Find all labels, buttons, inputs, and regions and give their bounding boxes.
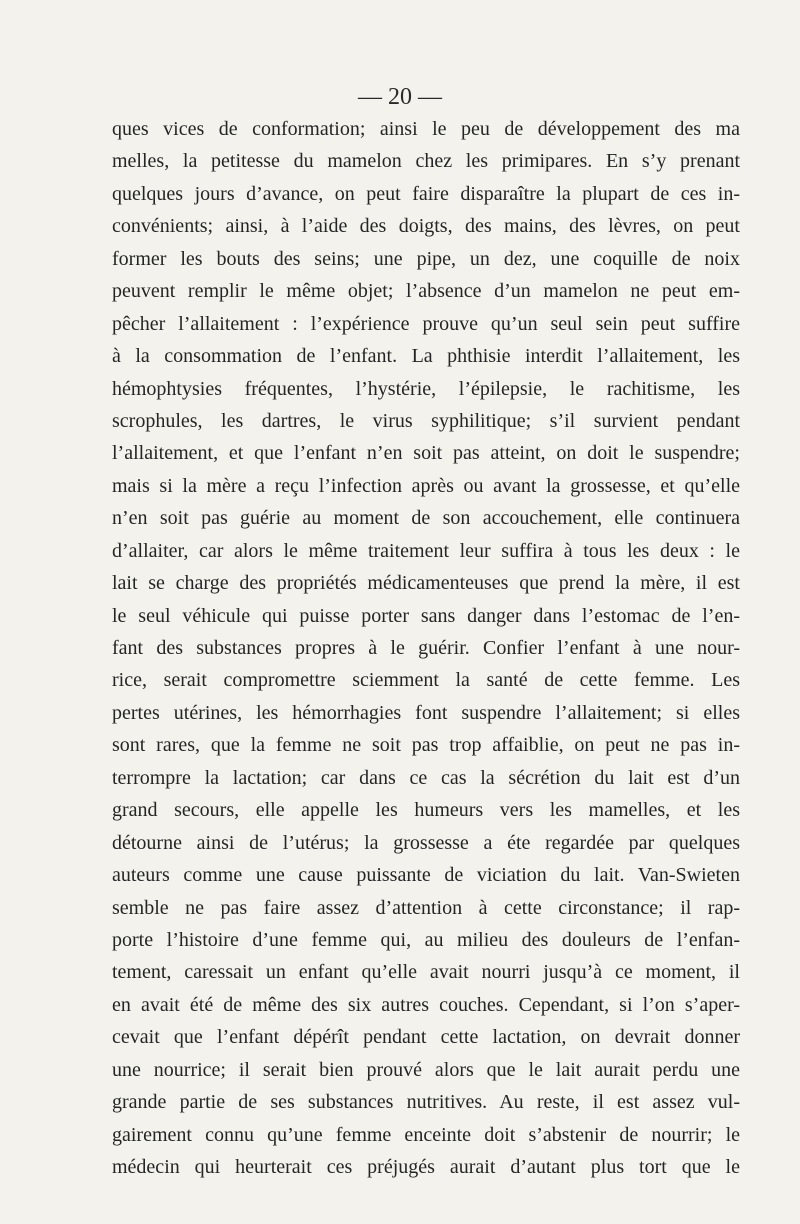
text-line: ques vices de conformation; ainsi le peu de développement des ma (112, 118, 740, 140)
text-line: d’allaiter, car alors le même traitement leur suffira à tous les deux : le (112, 539, 740, 562)
text-line: grande partie de ses substances nutritives. Au reste, il est assez vul- (112, 1091, 740, 1114)
text-line: lait se charge des propriétés médicamenteuses que prend la mère, il est (112, 572, 740, 595)
text-line: grand secours, elle appelle les humeurs vers les mamelles, et les (112, 799, 740, 822)
text-line: pertes utérines, les hémorrhagies font suspendre l’allaitement; si elles (112, 701, 740, 724)
text-line: auteurs comme une cause puissante de viciation du lait. Van-Swieten (112, 864, 740, 887)
text-line: fant des substances propres à le guérir. Confier l’enfant à une nour- (112, 637, 740, 659)
text-line: sont rares, que la femme ne soit pas trop affaiblie, on peut ne pas in- (112, 734, 740, 757)
text-line: médecin qui heurterait ces préjugés aurait d’autant plus tort que le (112, 1156, 740, 1178)
text-line: semble ne pas faire assez d’attention à cette circonstance; il rap- (112, 896, 740, 919)
text-line: le seul véhicule qui puisse porter sans danger dans l’estomac de l’en- (112, 604, 740, 627)
text-line: cevait que l’enfant dépérît pendant cette lactation, on devrait donner (112, 1026, 740, 1049)
text-line: pêcher l’allaitement : l’expérience prouve qu’un seul sein peut suffire (112, 312, 740, 335)
text-line: hémophtysies fréquentes, l’hystérie, l’épilepsie, le rachitisme, les (112, 377, 740, 400)
text-line: en avait été de même des six autres couches. Cependant, si l’on s’aper- (112, 993, 740, 1016)
text-line: peuvent remplir le même objet; l’absence d’un mamelon ne peut em- (112, 280, 740, 303)
text-line: melles, la petitesse du mamelon chez les primipares. En s’y prenant (112, 150, 740, 173)
text-line: tement, caressait un enfant qu’elle avait nourri jusqu’à ce moment, il (112, 961, 740, 984)
text-line: former les bouts des seins; une pipe, un dez, une coquille de noix (112, 247, 740, 270)
text-line: porte l’histoire d’une femme qui, au milieu des douleurs de l’enfan- (112, 928, 740, 951)
text-line: l’allaitement, et que l’enfant n’en soit pas atteint, on doit le suspendre; (112, 442, 740, 465)
text-line: terrompre la lactation; car dans ce cas la sécrétion du lait est d’un (112, 766, 740, 789)
text-line: une nourrice; il serait bien prouvé alors que le lait aurait perdu une (112, 1058, 740, 1081)
page-number: — 20 — (358, 84, 442, 110)
text-line: n’en soit pas guérie au moment de son accouchement, elle continuera (112, 507, 740, 530)
text-line: détourne ainsi de l’utérus; la grossesse a éte regardée par quelques (112, 831, 740, 854)
text-line: à la consommation de l’enfant. La phthisie interdit l’allaitement, les (112, 345, 740, 368)
text-line: gairement connu qu’une femme enceinte doit s’abstenir de nourrir; le (112, 1123, 740, 1146)
text-line: mais si la mère a reçu l’infection après ou avant la grossesse, et qu’elle (112, 474, 740, 497)
body-text (112, 113, 740, 1183)
text-line: quelques jours d’avance, on peut faire disparaître la plupart de ces in- (112, 182, 740, 205)
text-line: convénients; ainsi, à l’aide des doigts, des mains, des lèvres, on peut (112, 215, 740, 238)
text-line: rice, serait compromettre sciemment la santé de cette femme. Les (112, 669, 740, 692)
text-line: scrophules, les dartres, le virus syphilitique; s’il survient pendant (112, 409, 740, 432)
